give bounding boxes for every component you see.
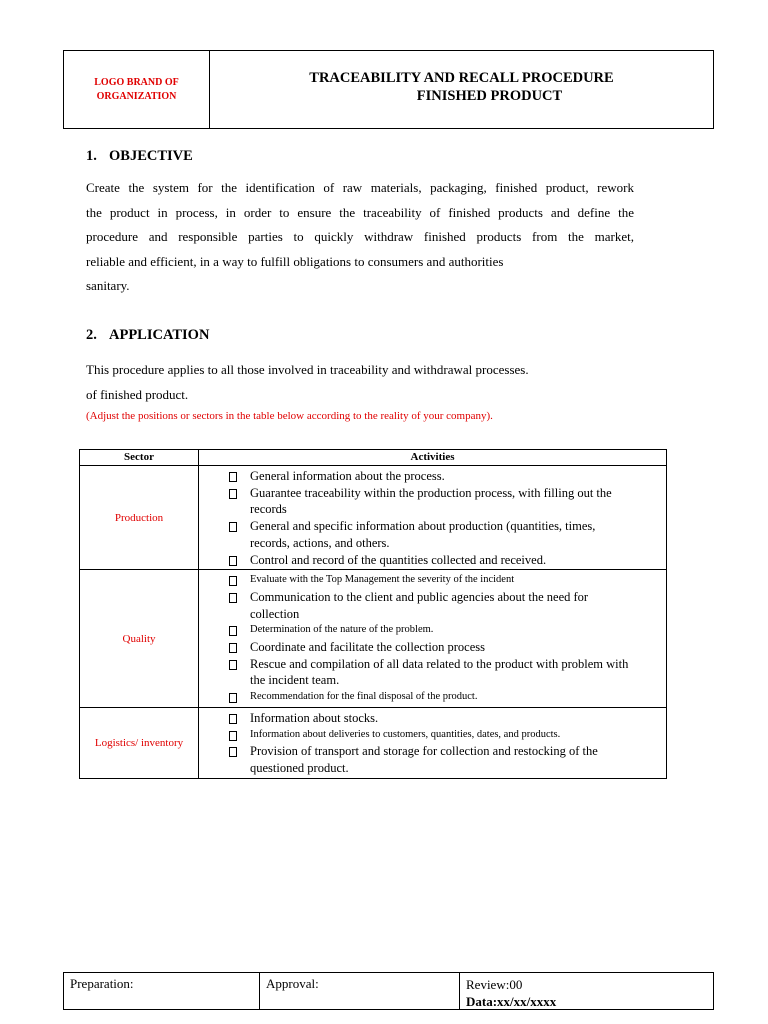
application-paragraph bbox=[86, 358, 634, 407]
objective-line: procedure and responsible parties to quickly withdraw finished products from the market, bbox=[86, 229, 634, 244]
sector-cell: Production bbox=[80, 466, 199, 570]
application-heading bbox=[86, 327, 209, 344]
adjust-note: (Adjust the positions or sectors in the table below according to the reality of your company). bbox=[86, 410, 493, 422]
checkbox-bullet-icon bbox=[229, 489, 237, 499]
activity-text: Control and record of the quantities collected and received. bbox=[250, 552, 547, 567]
activity-text: Guarantee traceability within the production process, with filling out the records bbox=[250, 485, 612, 517]
checkbox-bullet-icon bbox=[229, 693, 237, 703]
logo-line-1: LOGO BRAND OF bbox=[94, 76, 179, 88]
activities-cell bbox=[199, 707, 667, 778]
preparation-label: Preparation: bbox=[70, 976, 134, 991]
document-footer bbox=[63, 972, 714, 1010]
checkbox-bullet-icon bbox=[229, 556, 237, 566]
activity-text: General and specific information about production (quantities, times, records, actions, and others. bbox=[250, 519, 596, 550]
application-line: This procedure applies to all those involved in traceability and withdrawal processes. bbox=[86, 362, 529, 377]
activity-text: Determination of the nature of the problem. bbox=[250, 624, 434, 636]
column-header-activities: Activities bbox=[199, 450, 667, 466]
application-number: 2. bbox=[86, 327, 97, 343]
table-header-row bbox=[80, 450, 667, 466]
title-line-2: FINISHED PRODUCT bbox=[416, 87, 563, 104]
title-line-1: TRACEABILITY AND RECALL PROCEDURE bbox=[309, 69, 614, 86]
checkbox-bullet-icon bbox=[229, 522, 237, 532]
activity-item bbox=[229, 552, 636, 569]
review-cell bbox=[460, 973, 713, 1009]
activity-text: Communication to the client and public agencies about the need for collection bbox=[250, 589, 589, 621]
activity-item bbox=[229, 589, 636, 622]
activity-text: Coordinate and facilitate the collection process bbox=[250, 640, 485, 655]
activities-cell bbox=[199, 570, 667, 708]
preparation-cell bbox=[64, 973, 260, 1009]
sector-cell: Logistics/ inventory bbox=[80, 707, 199, 778]
table-row bbox=[80, 570, 667, 708]
checkbox-bullet-icon bbox=[229, 714, 237, 724]
activity-text: Provision of transport and storage for collection and restocking of the questioned product. bbox=[250, 744, 598, 775]
approval-label: Approval: bbox=[266, 976, 319, 991]
objective-line: the product in process, in order to ensure the traceability of finished products and define the bbox=[86, 204, 634, 220]
objective-line: Create the system for the identification of raw materials, packaging, finished product, rework bbox=[86, 180, 634, 195]
logo-placeholder bbox=[64, 51, 210, 128]
checkbox-bullet-icon bbox=[229, 643, 237, 653]
column-header-sector: Sector bbox=[80, 450, 199, 466]
approval-cell bbox=[260, 973, 460, 1009]
activity-item bbox=[229, 622, 636, 639]
activity-item bbox=[229, 639, 636, 656]
activity-text: Rescue and compilation of all data related to the product with problem with the incident team. bbox=[250, 656, 629, 688]
date-label: Data:xx/xx/xxxx bbox=[466, 994, 557, 1009]
activities-cell bbox=[199, 466, 667, 570]
activity-text: Information about stocks. bbox=[250, 710, 379, 725]
activity-item bbox=[229, 518, 636, 551]
objective-heading-text: OBJECTIVE bbox=[109, 148, 193, 164]
checkbox-bullet-icon bbox=[229, 660, 237, 670]
activity-text: General information about the process. bbox=[250, 469, 445, 483]
activity-item bbox=[229, 572, 636, 589]
application-heading-text: APPLICATION bbox=[109, 327, 210, 343]
checkbox-bullet-icon bbox=[229, 747, 237, 757]
document-header bbox=[63, 50, 714, 129]
activity-item bbox=[229, 485, 636, 518]
objective-line: sanitary. bbox=[86, 278, 130, 293]
objective-line: reliable and efficient, in a way to fulfill obligations to consumers and authorities bbox=[86, 253, 504, 269]
activity-text: Evaluate with the Top Management the severity of the incident bbox=[250, 574, 515, 586]
objective-number: 1. bbox=[86, 148, 97, 164]
checkbox-bullet-icon bbox=[229, 472, 237, 482]
activity-text: Information about deliveries to customers, quantities, dates, and products. bbox=[250, 728, 561, 740]
activity-item bbox=[229, 727, 636, 744]
sector-activities-table bbox=[79, 449, 667, 779]
activity-item bbox=[229, 743, 636, 776]
activity-item bbox=[229, 468, 636, 485]
objective-paragraph bbox=[86, 176, 634, 299]
document-title bbox=[210, 51, 713, 128]
sector-cell: Quality bbox=[80, 570, 199, 708]
objective-heading bbox=[86, 148, 193, 165]
checkbox-bullet-icon bbox=[229, 593, 237, 603]
activity-item bbox=[229, 656, 636, 689]
checkbox-bullet-icon bbox=[229, 731, 237, 741]
activity-item bbox=[229, 689, 636, 706]
logo-line-2: ORGANIZATION bbox=[96, 90, 177, 102]
activity-item bbox=[229, 710, 636, 727]
table-row bbox=[80, 466, 667, 570]
checkbox-bullet-icon bbox=[229, 576, 237, 586]
checkbox-bullet-icon bbox=[229, 626, 237, 636]
application-line: of finished product. bbox=[86, 386, 189, 402]
activity-text: Recommendation for the final disposal of the product. bbox=[250, 691, 478, 703]
table-row bbox=[80, 707, 667, 778]
review-label: Review:00 bbox=[466, 977, 523, 992]
